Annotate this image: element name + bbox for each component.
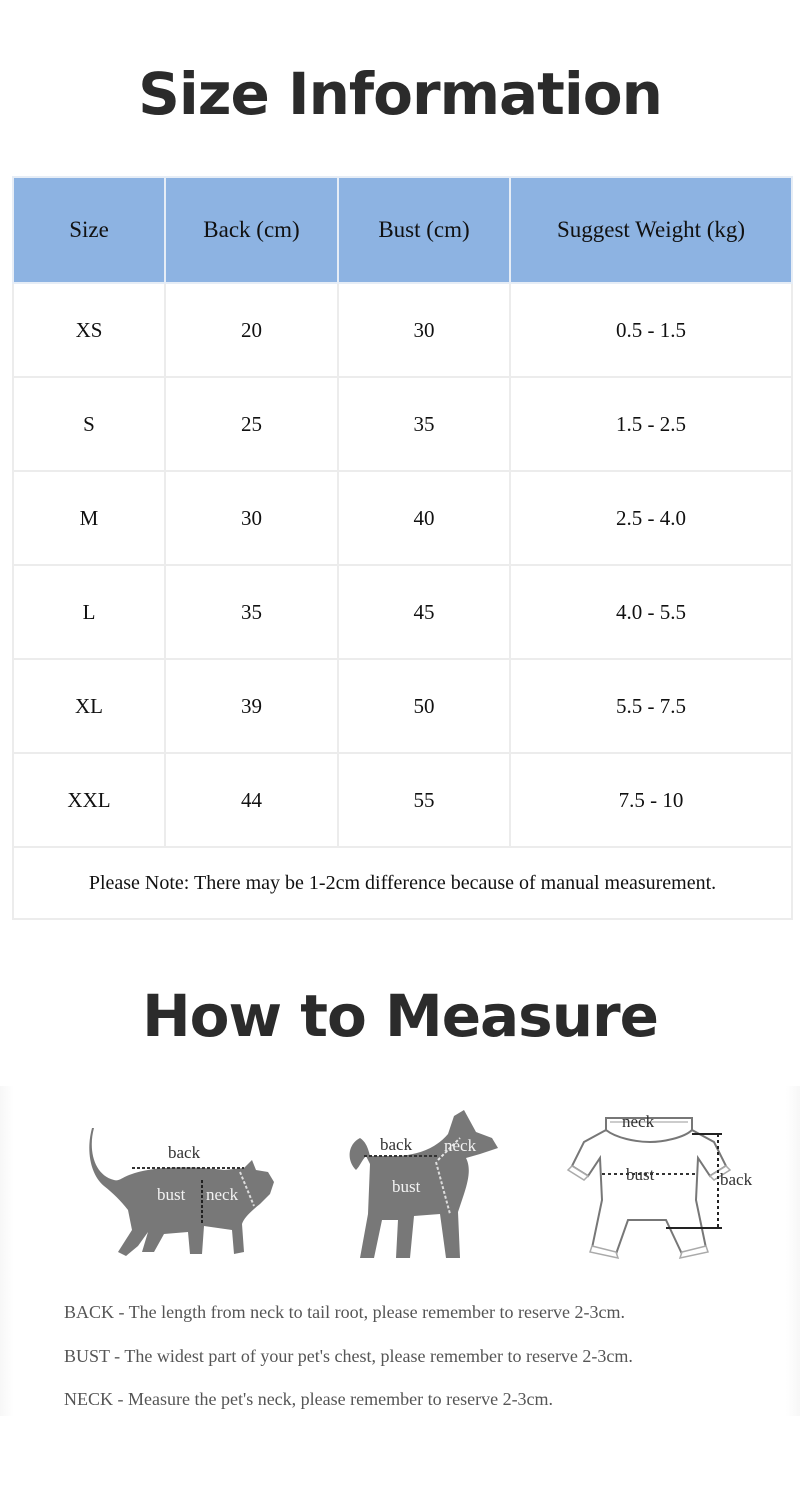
bust-description: BUST - The widest part of your pet's chest, please remember to reserve 2-3cm.: [64, 1346, 633, 1366]
shirt-neck-label: neck: [622, 1112, 655, 1131]
cat-measure-illustration: [84, 1120, 284, 1260]
garment-measure-illustration: [562, 1108, 772, 1260]
table-row: [13, 283, 792, 377]
cell-back: 39: [165, 659, 338, 753]
cell-weight: 2.5 - 4.0: [510, 471, 792, 565]
cell-back: 25: [165, 377, 338, 471]
table-row: [13, 565, 792, 659]
cell-back: 20: [165, 283, 338, 377]
cell-back: 30: [165, 471, 338, 565]
dog-neck-label: neck: [444, 1136, 477, 1155]
measurement-note: Please Note: There may be 1-2cm difference because of manual measurement.: [13, 847, 792, 919]
cell-back: 44: [165, 753, 338, 847]
cat-back-label: back: [168, 1143, 201, 1162]
cell-size: XL: [13, 659, 165, 753]
cell-bust: 45: [338, 565, 510, 659]
shirt-back-label: back: [720, 1170, 753, 1189]
cell-bust: 30: [338, 283, 510, 377]
cell-weight: 0.5 - 1.5: [510, 283, 792, 377]
page-title: Size Information: [138, 60, 662, 128]
table-row: [13, 753, 792, 847]
cell-size: XXL: [13, 753, 165, 847]
shirt-bust-label: bust: [626, 1165, 655, 1184]
cell-weight: 7.5 - 10: [510, 753, 792, 847]
dog-back-label: back: [380, 1135, 413, 1154]
cell-weight: 4.0 - 5.5: [510, 565, 792, 659]
cell-size: XS: [13, 283, 165, 377]
table-row: [13, 659, 792, 753]
size-table: [12, 176, 793, 920]
cat-neck-label: neck: [206, 1185, 239, 1204]
cell-size: L: [13, 565, 165, 659]
cell-back: 35: [165, 565, 338, 659]
table-row: [13, 377, 792, 471]
column-header-back: Back (cm): [165, 177, 338, 283]
column-header-size: Size: [13, 177, 165, 283]
column-header-weight: Suggest Weight (kg): [510, 177, 792, 283]
cell-bust: 40: [338, 471, 510, 565]
cell-weight: 1.5 - 2.5: [510, 377, 792, 471]
note-row: [13, 847, 792, 919]
cat-bust-label: bust: [157, 1185, 186, 1204]
cell-bust: 35: [338, 377, 510, 471]
dog-measure-illustration: [340, 1104, 510, 1262]
neck-description: NECK - Measure the pet's neck, please remember to reserve 2-3cm.: [64, 1389, 554, 1409]
back-description: BACK - The length from neck to tail root, please remember to reserve 2-3cm.: [64, 1302, 625, 1322]
table-row: [13, 471, 792, 565]
cell-size: M: [13, 471, 165, 565]
cell-bust: 50: [338, 659, 510, 753]
section-title: How to Measure: [142, 982, 658, 1050]
cell-bust: 55: [338, 753, 510, 847]
cell-size: S: [13, 377, 165, 471]
table-header-row: [13, 177, 792, 283]
column-header-bust: Bust (cm): [338, 177, 510, 283]
cell-weight: 5.5 - 7.5: [510, 659, 792, 753]
dog-bust-label: bust: [392, 1177, 421, 1196]
